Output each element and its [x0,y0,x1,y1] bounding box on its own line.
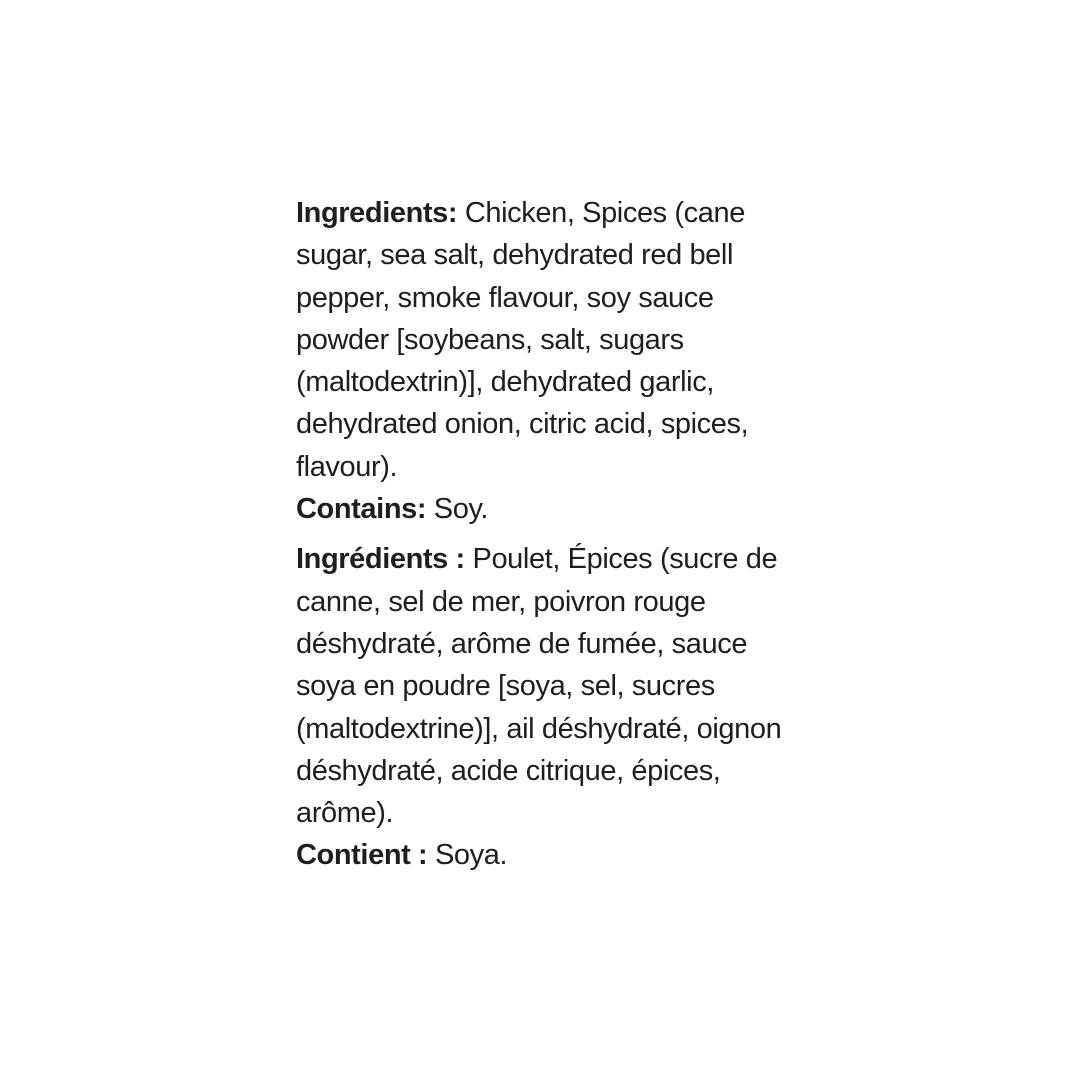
ingredients-line: canne, sel de mer, poivron rouge [296,585,706,618]
ingredients-line: déshydraté, acide citrique, épices, [296,754,721,787]
ingredients-line [296,192,816,234]
ingredients-line: powder [soybeans, salt, sugars [296,323,684,356]
english-ingredients [296,192,816,488]
contains-text-fr: Soya. [434,839,508,872]
contains-heading: Contains: [296,493,427,526]
contains-line [296,834,816,876]
contains-heading-fr: Contient : [296,839,428,872]
contains-text: Soy. [433,493,489,526]
french-allergens [296,834,816,876]
ingredients-line: soya en poudre [soya, sel, sucres [296,670,715,703]
ingredients-line: arôme). [296,797,394,830]
ingredients-text-fr: Poulet, Épices (sucre de [472,543,778,576]
ingredients-line: (maltodextrin)], dehydrated garlic, [296,366,714,399]
ingredients-heading-fr: Ingrédients : [296,543,465,576]
ingredients-line [296,538,816,580]
ingredients-line: dehydrated onion, citric acid, spices, [296,408,749,441]
ingredients-line: (maltodextrine)], ail déshydraté, oignon [296,712,782,745]
ingredients-line: flavour). [296,450,398,483]
french-ingredients [296,538,816,834]
ingredients-text: Chicken, Spices (cane [464,197,745,229]
ingredients-line: déshydraté, arôme de fumée, sauce [296,627,748,660]
ingredients-label [296,192,816,877]
ingredients-line: sugar, sea salt, dehydrated red bell [296,239,733,272]
ingredients-heading: Ingredients: [296,197,458,229]
contains-line [296,488,816,530]
english-allergens [296,488,816,530]
ingredients-line: pepper, smoke flavour, soy sauce [296,281,714,314]
